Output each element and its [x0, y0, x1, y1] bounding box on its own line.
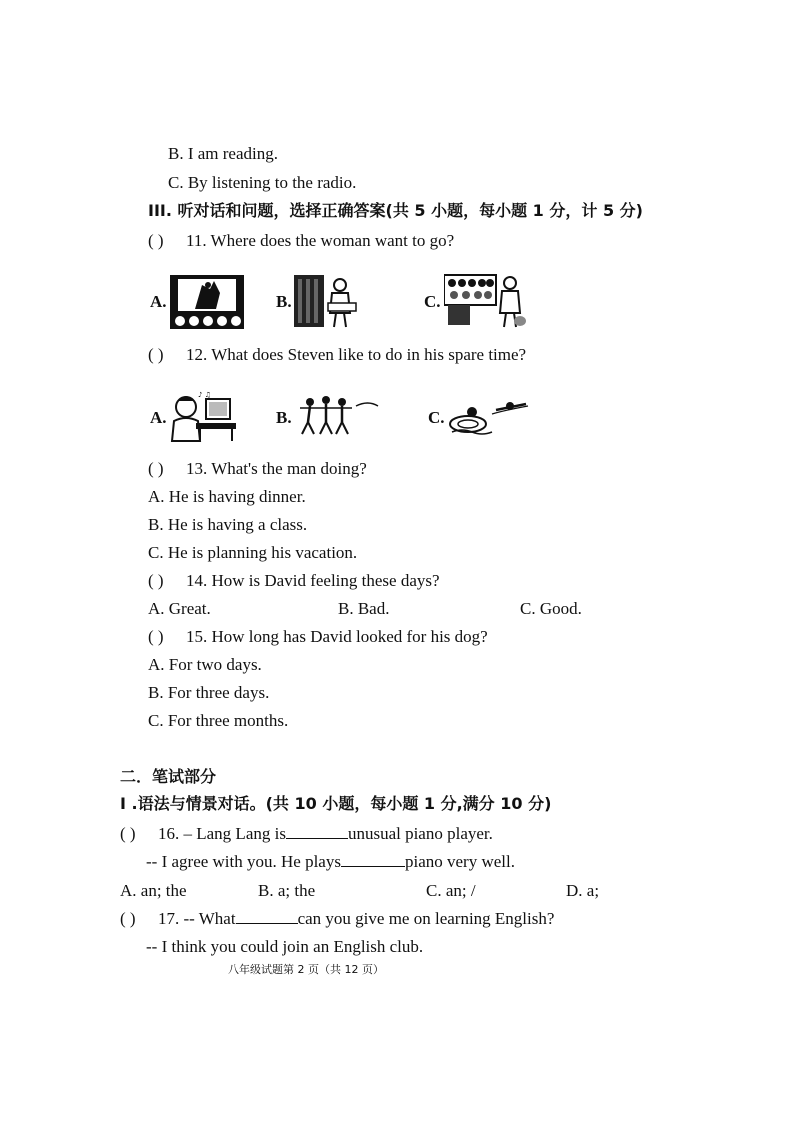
answer-paren[interactable]: ( )	[120, 824, 136, 843]
dancing-picture	[296, 392, 380, 438]
cinema-picture	[170, 275, 244, 329]
q12-text: 12. What does Steven like to do in his spare time?	[186, 345, 527, 364]
q11-question	[148, 230, 454, 252]
q15-option-c: C. For three months.	[148, 711, 289, 730]
section3-heading: III. 听对话和问题，选择正确答案(共 5 小题，每小题 1 分，计 5 分)	[148, 201, 643, 220]
answer-blank[interactable]	[286, 823, 348, 839]
answer-paren[interactable]: ( )	[120, 909, 136, 928]
bookstore-picture	[294, 273, 360, 329]
q14-question	[148, 570, 440, 592]
q16-line1	[120, 823, 493, 845]
answer-blank[interactable]	[236, 908, 298, 924]
q10-option-b: B. I am reading.	[168, 144, 278, 163]
computer-picture	[170, 389, 238, 443]
q12-opt-b-label: B.	[276, 408, 292, 427]
q11-opt-a-label: A.	[150, 292, 167, 311]
q10-option-c: C. By listening to the radio.	[168, 173, 357, 192]
answer-paren[interactable]: ( )	[148, 231, 164, 250]
q17-line1-pre: 17. -- What	[158, 909, 236, 928]
part2-heading: 二．笔试部分	[120, 767, 217, 786]
svg-text:♪ ♫: ♪ ♫	[198, 391, 211, 399]
q17-line1-post: can you give me on learning English?	[297, 909, 555, 928]
q16-line2-post: piano very well.	[404, 852, 515, 871]
q15-option-a: A. For two days.	[148, 655, 262, 674]
q16-line1-pre: 16. – Lang Lang is	[158, 824, 286, 843]
q14-option-c: C. Good.	[520, 599, 582, 618]
q16-line2	[146, 851, 515, 873]
q16-option-b: B. a; the	[258, 881, 316, 900]
q14-option-a: A. Great.	[148, 599, 211, 618]
q11-opt-b-label: B.	[276, 292, 292, 311]
answer-paren[interactable]: ( )	[148, 345, 164, 364]
q13-option-b: B. He is having a class.	[148, 515, 308, 534]
q13-text: 13. What's the man doing?	[186, 459, 367, 478]
swimming-picture	[448, 392, 532, 438]
q11-opt-c-label: C.	[424, 292, 441, 311]
q11-text: 11. Where does the woman want to go?	[186, 231, 455, 250]
answer-paren[interactable]: ( )	[148, 459, 164, 478]
q16-option-c: C. an; /	[426, 881, 476, 900]
q12-opt-c-label: C.	[428, 408, 445, 427]
q14-text: 14. How is David feeling these days?	[186, 571, 440, 590]
page-footer: 八年级试题第 2 页（共 12 页）	[228, 963, 384, 976]
answer-blank[interactable]	[341, 851, 405, 867]
q16-option-d: D. a;	[566, 881, 600, 900]
q15-text: 15. How long has David looked for his dog?	[186, 627, 488, 646]
section1-heading: I .语法与情景对话。(共 10 小题，每小题 1 分,满分 10 分)	[120, 794, 552, 813]
q12-question	[148, 344, 526, 366]
q15-question	[148, 626, 488, 648]
q16-option-a: A. an; the	[120, 881, 187, 900]
answer-paren[interactable]: ( )	[148, 627, 164, 646]
q16-line1-post: unusual piano player.	[347, 824, 493, 843]
q17-line2: -- I think you could join an English club.	[146, 937, 424, 956]
q17-line1	[120, 908, 554, 930]
q13-question	[148, 458, 367, 480]
q15-option-b: B. For three days.	[148, 683, 270, 702]
market-picture	[444, 273, 526, 329]
q14-option-b: B. Bad.	[338, 599, 390, 618]
q13-option-a: A. He is having dinner.	[148, 487, 306, 506]
answer-paren[interactable]: ( )	[148, 571, 164, 590]
q12-opt-a-label: A.	[150, 408, 167, 427]
q13-option-c: C. He is planning his vacation.	[148, 543, 358, 562]
q16-line2-pre: -- I agree with you. He plays	[146, 852, 341, 871]
